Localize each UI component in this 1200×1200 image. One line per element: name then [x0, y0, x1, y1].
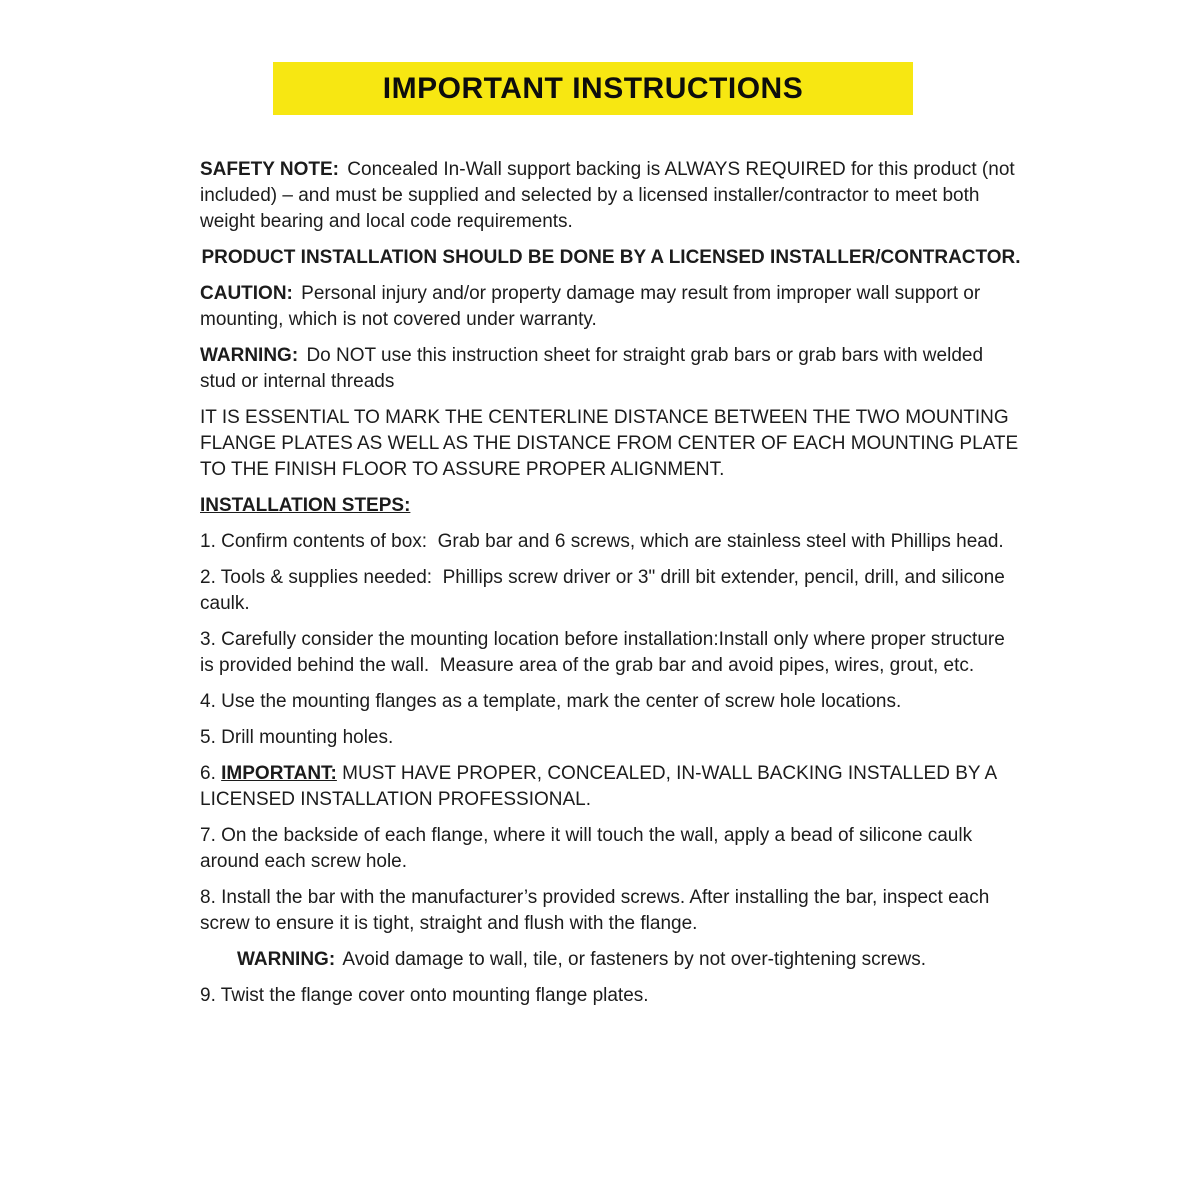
safety-note-paragraph — [200, 157, 1022, 235]
step-5-number: 5. — [200, 727, 216, 748]
step-8 — [200, 885, 1022, 937]
step-1-number: 1. — [200, 531, 216, 552]
step-7-number: 7. — [200, 825, 216, 846]
step-2 — [200, 565, 1022, 617]
step-6 — [200, 761, 1022, 813]
caution-label: CAUTION: — [200, 283, 293, 304]
step-9 — [200, 983, 1022, 1009]
installation-steps-heading — [200, 493, 1022, 519]
caution-paragraph — [200, 281, 1022, 333]
step-8-text: Install the bar with the manufacturer’s provided screws. After installing the bar, inspect each screw to ensure it is tight, straight and flush with the flange. — [200, 887, 995, 934]
step-9-text: Twist the flange cover onto mounting flange plates. — [220, 985, 649, 1006]
step-1 — [200, 529, 1022, 555]
step-9-number: 9. — [200, 985, 216, 1006]
step-3 — [200, 627, 1022, 679]
product-installation-text: PRODUCT INSTALLATION SHOULD BE DONE BY A LICENSED INSTALLER/CONTRACTOR. — [201, 247, 1021, 268]
step-2-number: 2. — [200, 567, 216, 588]
step-7-text: On the backside of each flange, where it will touch the wall, apply a bead of silicone caulk around each screw hole. — [200, 825, 978, 872]
step-4 — [200, 689, 1022, 715]
step-7 — [200, 823, 1022, 875]
safety-note-text: Concealed In-Wall support backing is ALWAYS REQUIRED for this product (not included) – and must be supplied and selected by a licensed installer/contractor to meet both weight bearing and local code requirements. — [200, 159, 1020, 232]
centerline-text: IT IS ESSENTIAL TO MARK THE CENTERLINE DISTANCE BETWEEN THE TWO MOUNTING FLANGE PLATES AS WELL AS THE DISTANCE FROM CENTER OF EACH MOUNTING PLATE TO THE FINISH FLOOR TO ASSURE PROPER ALIGNMENT. — [200, 407, 1024, 480]
warning-sheet-text: Do NOT use this instruction sheet for straight grab bars or grab bars with welded stud or internal threads — [200, 345, 989, 392]
centerline-paragraph — [200, 405, 1022, 483]
step-4-number: 4. — [200, 691, 216, 712]
step-1-text: Confirm contents of box: Grab bar and 6 screws, which are stainless steel with Phillips head. — [221, 531, 1004, 552]
instructions-banner — [273, 62, 913, 115]
step-5-text: Drill mounting holes. — [221, 727, 394, 748]
warning-sheet-label: WARNING: — [200, 345, 299, 366]
step-6-important-label: IMPORTANT: — [221, 763, 337, 784]
step-6-number: 6. — [200, 763, 216, 784]
instructions-body — [200, 147, 1022, 1009]
step-4-text: Use the mounting flanges as a template, mark the center of screw hole locations. — [221, 691, 902, 712]
step-3-number: 3. — [200, 629, 216, 650]
step-8-number: 8. — [200, 887, 216, 908]
warning-sheet-paragraph — [200, 343, 1022, 395]
overtightening-warning-paragraph — [200, 947, 1022, 973]
overtightening-warning-label: WARNING: — [237, 949, 336, 970]
product-installation-notice — [200, 245, 1022, 271]
overtightening-warning-text: Avoid damage to wall, tile, or fasteners by not over-tightening screws. — [342, 949, 927, 970]
step-3-text: Carefully consider the mounting location before installation:Install only where proper structure is provided behind the wall. Measure area of the grab bar and avoid pipes, wires, grout, etc. — [200, 629, 1011, 676]
step-2-text: Tools & supplies needed: Phillips screw driver or 3" drill bit extender, pencil, drill, and silicone caulk. — [200, 567, 1011, 614]
step-6-text: MUST HAVE PROPER, CONCEALED, IN-WALL BACKING INSTALLED BY A LICENSED INSTALLATION PROFESSIONAL. — [200, 763, 1002, 810]
step-5 — [200, 725, 1022, 751]
installation-steps-heading-text: INSTALLATION STEPS: — [200, 495, 411, 516]
page-title: IMPORTANT INSTRUCTIONS — [382, 71, 804, 105]
caution-text: Personal injury and/or property damage may result from improper wall support or mounting, which is not covered under warranty. — [200, 283, 986, 330]
safety-note-label: SAFETY NOTE: — [200, 159, 339, 180]
